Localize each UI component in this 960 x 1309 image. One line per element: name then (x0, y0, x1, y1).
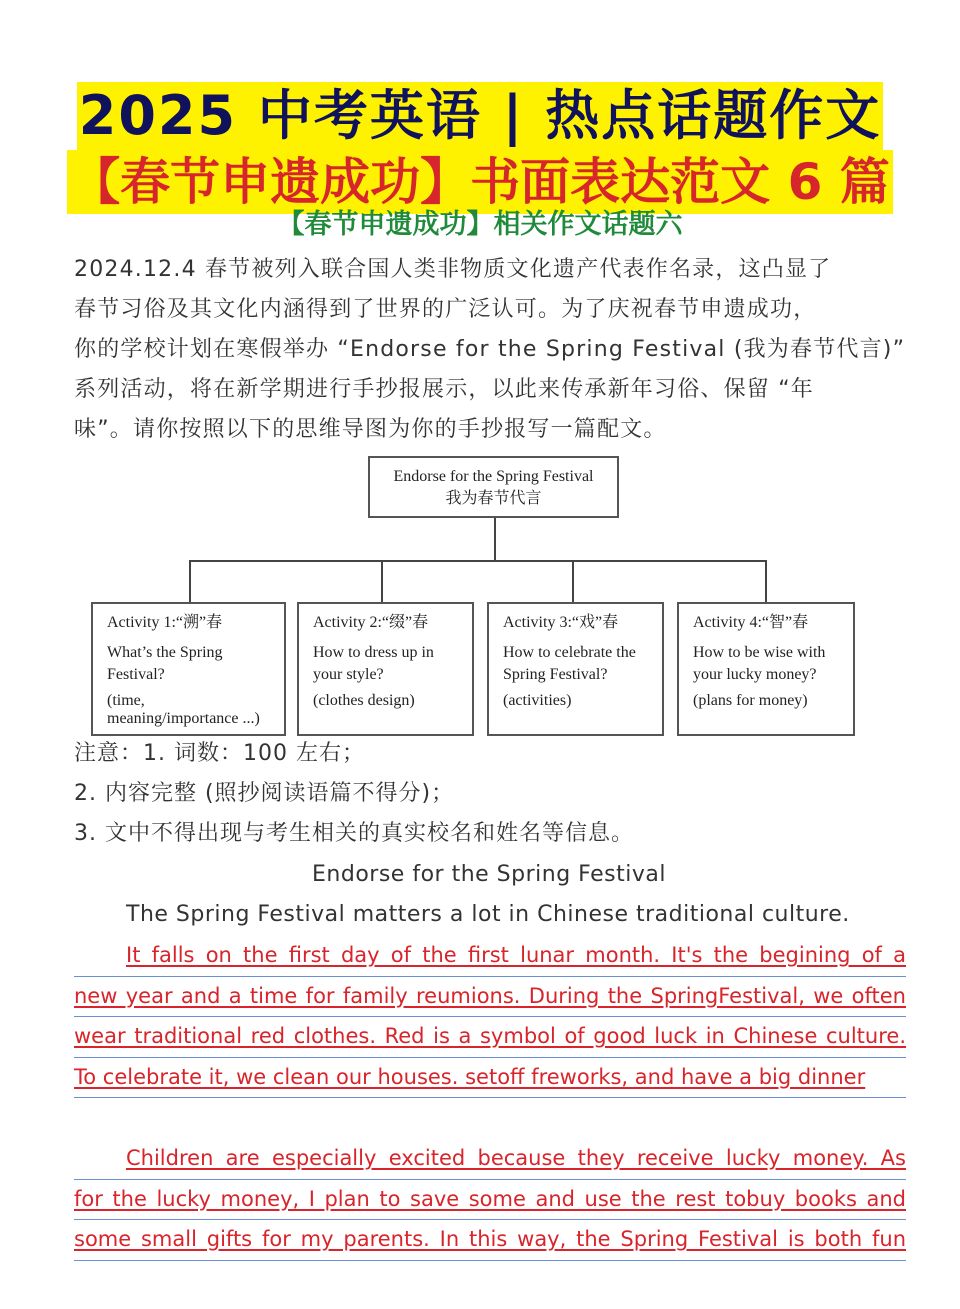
page-title: 2025 中考英语 | 热点话题作文 (77, 82, 883, 150)
activity-question: How to celebrate the Spring Festival? (503, 644, 636, 683)
activity-heading: Activity 1:“溯”春 (107, 614, 223, 631)
mind-map-root-en: Endorse for the Spring Festival (393, 468, 594, 485)
page-title-line2: 【春节申遗成功】书面表达范文 6 篇 (67, 150, 893, 214)
activity-box (487, 602, 664, 736)
intro-line: 你的学校计划在寒假举办 “Endorse for the Spring Festival (我为春节代言)” (74, 337, 906, 362)
essay-first-line: The Spring Festival matters a lot in Chinese traditional culture. (126, 902, 850, 927)
note-line: 注意：1. 词数：100 左右； (74, 741, 365, 766)
notes-section (74, 734, 914, 854)
intro-line: 系列活动，将在新学期进行手抄报展示，以此来传承新年习俗、保留 “年 (74, 377, 814, 402)
connector (189, 560, 191, 602)
essay-line: new year and a time for family reumions. During the SpringFestival, we often (74, 977, 906, 1018)
intro-line: 2024.12.4 春节被列入联合国人类非物质文化遗产代表作名录，这凸显了 (74, 257, 832, 282)
activity-note: (clothes design) (313, 692, 415, 709)
mind-map-root-zh: 我为春节代言 (445, 490, 542, 507)
connector (765, 560, 767, 602)
mind-map-root (368, 456, 619, 518)
title-banner (0, 82, 960, 214)
note-line: 2. 内容完整 (照抄阅读语篇不得分)； (74, 781, 455, 806)
essay-line: for the lucky money, I plan to save some and use the rest tobuy books and (74, 1180, 906, 1221)
activity-heading: Activity 2:“缀”春 (313, 614, 429, 631)
intro-line: 味”。请你按照以下的思维导图为你的手抄报写一篇配文。 (74, 417, 667, 442)
essay-paragraph-2 (74, 1139, 906, 1261)
activity-note: (plans for money) (693, 692, 808, 709)
mind-map (0, 452, 960, 740)
connector (189, 560, 767, 562)
activity-heading: Activity 3:“戏”春 (503, 614, 619, 631)
intro-paragraph (74, 250, 908, 450)
essay-line: some small gifts for my parents. In this way, the Spring Festival is both fun (74, 1220, 906, 1261)
essay-paragraph-1 (74, 936, 906, 1098)
connector (494, 518, 496, 562)
activity-box (677, 602, 855, 736)
essay-line: Children are especially excited because they receive lucky money. As (74, 1139, 906, 1180)
essay-line: It falls on the first day of the first lunar month. It's the begining of a (74, 936, 906, 977)
activity-question: How to be wise with your lucky money? (693, 644, 826, 683)
activity-heading: Activity 4:“智”春 (693, 614, 809, 631)
topic-subtitle: 【春节申遗成功】相关作文话题六 (277, 209, 683, 240)
activity-box (297, 602, 474, 736)
activity-box (91, 602, 286, 736)
essay-title: Endorse for the Spring Festival (312, 862, 666, 887)
activity-note: (activities) (503, 692, 572, 709)
activity-question: How to dress up in your style? (313, 644, 434, 683)
note-line: 3. 文中不得出现与考生相关的真实校名和姓名等信息。 (74, 821, 634, 846)
essay-line: wear traditional red clothes. Red is a symbol of good luck in Chinese culture. (74, 1017, 906, 1058)
activity-note: (time, meaning/importance ...) (107, 692, 260, 727)
essay-line: To celebrate it, we clean our houses. setoff freworks, and have a big dinner (74, 1058, 906, 1099)
activity-question: What’s the Spring Festival? (107, 644, 223, 683)
connector (572, 560, 574, 602)
connector (381, 560, 383, 602)
intro-line: 春节习俗及其文化内涵得到了世界的广泛认可。为了庆祝春节申遗成功， (74, 297, 817, 322)
